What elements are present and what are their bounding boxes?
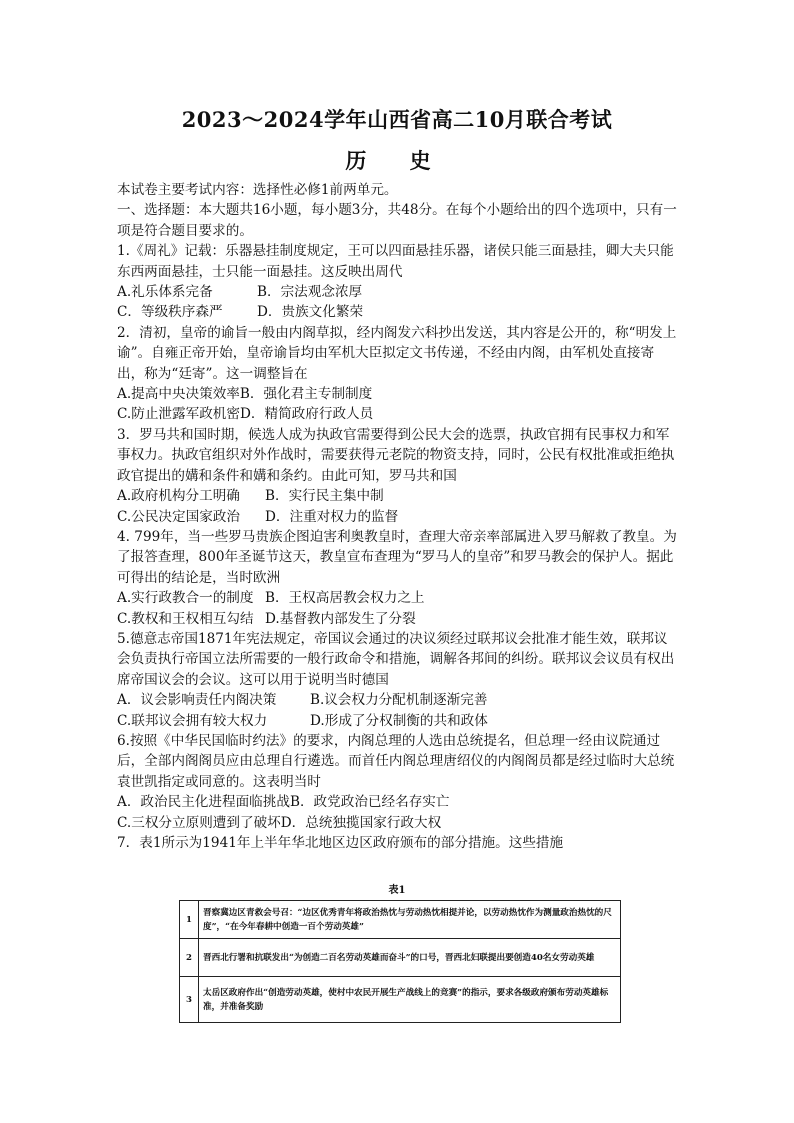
option-b: B．王权高居教会权力之上	[265, 590, 425, 607]
option-row	[117, 690, 677, 710]
option-row	[117, 792, 677, 812]
question-stem: 6.按照《中华民国临时约法》的要求，内阁总理的人选由总统提名，但总理一经由议院通过后，全部内阁阁员应由总理自行遴选。而首任内阁总理唐绍仪的内阁阁员都是经过临时大总统袁世凯指定或同意的。这表明当时	[117, 732, 675, 790]
option-row	[117, 588, 677, 608]
option-d: D．总统独揽国家行政大权	[280, 814, 442, 831]
question-stem: 7．表1所示为1941年上半年华北地区边区政府颁布的部分措施。这些措施	[117, 835, 564, 851]
question-stem: 3．罗马共和国时期，候选人成为执政官需要得到公民大会的选票，执政官拥有民事权力和军事权力。执政官组织对外作战时，需要获得元老院的物资支持，同时，公民有权批准或拒绝执政官提出的媾和条件和媾和条约。由此可知，罗马共和国	[117, 426, 675, 484]
row-text: 太岳区政府作出“创造劳动英雄，使村中农民开展生产战线上的竞赛”的指示，要求各级政府颁布劳动英雄标准，并准备奖励	[199, 977, 621, 1023]
question-stem: 5.德意志帝国1871年宪法规定，帝国议会通过的决议须经过联邦议会批准才能生效，联邦议会负责执行帝国立法所需要的一般行政命令和措施，调解各邦间的纠纷。联邦议会议员有权出席帝国议会的会议。这可以用于说明当时德国	[117, 630, 675, 688]
measures-table	[179, 900, 621, 1023]
option-a: A.政府机构分工明确	[117, 488, 240, 505]
section-instructions: 一、选择题：本大题共16小题，每小题3分，共48分。在每个小题给出的四个选项中，只有一项是符合题目要求的。	[117, 202, 677, 239]
option-row	[117, 404, 677, 424]
row-text: 晋西北行署和抗联发出“为创造二百名劳动英雄而奋斗”的口号，晋西北妇联提出要创造40名女劳动英雄	[199, 939, 621, 977]
option-d: D．精简政府行政人员	[240, 406, 374, 423]
option-d: D．注重对权力的监督	[265, 508, 399, 525]
exam-body	[117, 180, 677, 853]
table-caption: 表1	[388, 885, 406, 896]
option-a: A.礼乐体系完备	[117, 284, 213, 301]
row-text: 晋察冀边区青救会号召：“边区优秀青年将政治热忱与劳动热忱相提并论，以劳动热忱作为测量政治热忱的尺度”，“在今年春耕中创造一百个劳动英雄”	[199, 901, 621, 939]
option-b: B．政党政治已经名存实亡	[289, 794, 450, 811]
option-b: B．实行民主集中制	[265, 488, 384, 505]
exam-title: 2023～2024学年山西省高二10月联合考试	[181, 107, 613, 132]
table-row	[180, 977, 621, 1023]
question-stem: 1.《周礼》记载：乐器悬挂制度规定，王可以四面悬挂乐器，诸侯只能三面悬挂，卿大夫只能东西两面悬挂，士只能一面悬挂。这反映出周代	[117, 243, 674, 280]
row-number: 2	[180, 939, 199, 977]
option-row	[117, 711, 677, 731]
option-c: C.防止泄露军政机密	[117, 406, 240, 423]
table-row	[180, 901, 621, 939]
option-d: D.形成了分权制衡的共和政体	[310, 712, 488, 729]
option-a: A．政治民主化进程面临挑战	[117, 794, 290, 811]
option-row	[117, 507, 677, 527]
option-b: B.议会权力分配机制逐渐完善	[310, 692, 488, 709]
option-row	[117, 486, 677, 506]
option-c: C．等级秩序森严	[117, 304, 223, 321]
option-row	[117, 282, 677, 302]
option-row	[117, 813, 677, 833]
question-stem: 4. 799年，当一些罗马贵族企图迫害利奥教皇时，查理大帝亲率部属进入罗马解救了教皇。为了报答查理，800年圣诞节这天，教皇宣布查理为“罗马人的皇帝”和罗马教会的保护人。据此可得出的结论是，当时欧洲	[117, 528, 677, 586]
option-row	[117, 384, 677, 404]
option-a: A．议会影响责任内阁决策	[117, 692, 277, 709]
option-d: D．贵族文化繁荣	[257, 304, 364, 321]
row-number: 1	[180, 901, 199, 939]
subject-title: 历 史	[345, 148, 449, 173]
option-c: C.三权分立原则遭到了破坏	[117, 814, 281, 831]
option-a: A.提高中央决策效率	[117, 386, 240, 403]
option-row	[117, 609, 677, 629]
option-a: A.实行政教合一的制度	[117, 590, 254, 607]
question-stem: 2．清初，皇帝的谕旨一般由内阁草拟，经内阁发六科抄出发送，其内容是公开的，称“明发上谕”。自雍正帝开始，皇帝谕旨均由军机大臣拟定文书传递，不经由内阁，由军机处直接寄出，称为“廷寄”。这一调整旨在	[117, 324, 677, 382]
option-c: C.教权和王权相互勾结	[117, 610, 254, 627]
option-b: B．强化君主专制制度	[239, 386, 373, 403]
table-row	[180, 939, 621, 977]
option-b: B．宗法观念浓厚	[257, 284, 363, 301]
row-number: 3	[180, 977, 199, 1023]
option-c: C.联邦议会拥有较大权力	[117, 712, 268, 729]
intro-text: 本试卷主要考试内容：选择性必修1前两单元。	[117, 182, 398, 198]
option-c: C.公民决定国家政治	[117, 508, 240, 525]
option-d: D.基督教内部发生了分裂	[265, 610, 416, 627]
option-row	[117, 302, 677, 322]
